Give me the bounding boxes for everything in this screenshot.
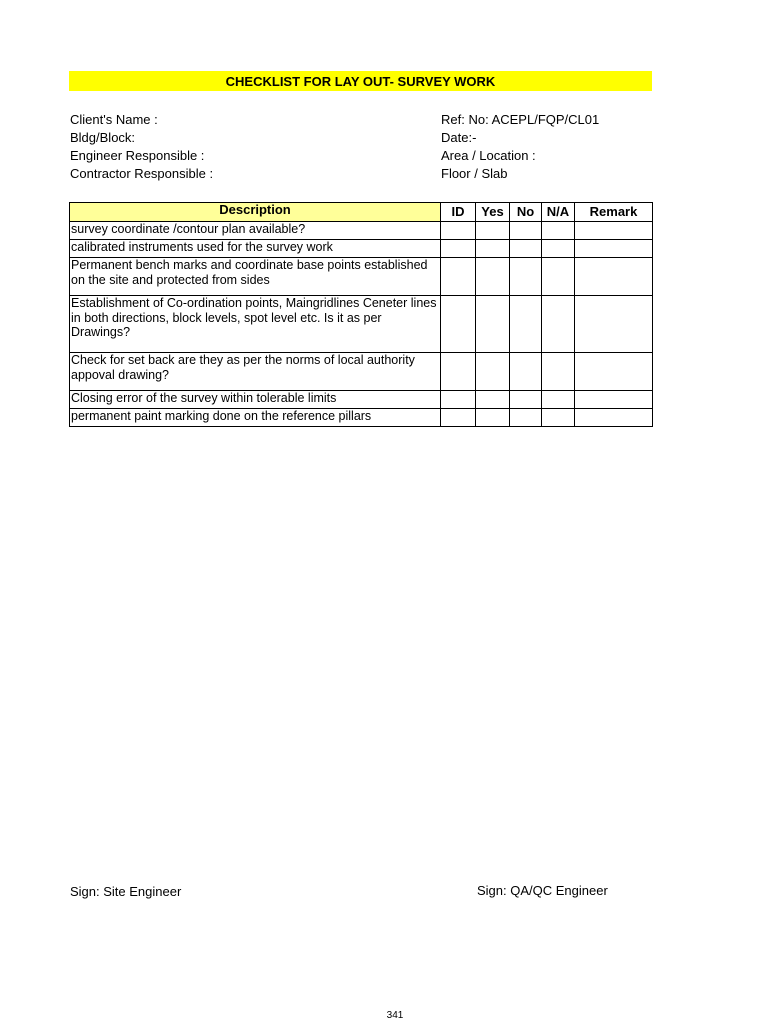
no-cell[interactable] [510,222,542,240]
ref-no-label: Ref: No: ACEPL/FQP/CL01 [441,112,600,127]
header-no: No [510,203,542,222]
yes-cell[interactable] [476,391,510,409]
header-na: N/A [542,203,575,222]
no-cell[interactable] [510,353,542,391]
no-cell[interactable] [510,296,542,353]
area-location-label: Area / Location : [441,148,536,163]
yes-cell[interactable] [476,258,510,296]
remark-cell[interactable] [575,296,653,353]
header-description: Description [70,203,441,222]
na-cell[interactable] [542,391,575,409]
row-description: permanent paint marking done on the reference pillars [70,409,441,427]
no-cell[interactable] [510,391,542,409]
checklist-table [69,202,653,427]
engineer-responsible-label: Engineer Responsible : [70,148,205,163]
table-row [70,222,653,240]
table-row [70,296,653,353]
no-cell[interactable] [510,409,542,427]
row-description: Check for set back are they as per the norms of local authority appoval drawing? [70,353,441,391]
na-cell[interactable] [542,353,575,391]
table-row [70,353,653,391]
floor-slab-label: Floor / Slab [441,166,508,181]
document-title: CHECKLIST FOR LAY OUT- SURVEY WORK [69,71,652,91]
remark-cell[interactable] [575,353,653,391]
yes-cell[interactable] [476,296,510,353]
id-cell[interactable] [441,258,476,296]
bldg-block-label: Bldg/Block: [70,130,136,145]
page-number: 341 [386,1010,404,1021]
no-cell[interactable] [510,258,542,296]
row-description: calibrated instruments used for the survey work [70,240,441,258]
client-name-label: Client's Name : [70,112,158,127]
table-row [70,391,653,409]
row-description: Closing error of the survey within tolerable limits [70,391,441,409]
yes-cell[interactable] [476,353,510,391]
row-description: Establishment of Co-ordination points, Maingridlines Ceneter lines in both directions, block levels, spot level etc. Is it as per Drawings? [70,296,441,353]
na-cell[interactable] [542,258,575,296]
date-label: Date:- [441,130,477,145]
no-cell[interactable] [510,240,542,258]
id-cell[interactable] [441,391,476,409]
row-description: Permanent bench marks and coordinate base points established on the site and protected from sides [70,258,441,296]
remark-cell[interactable] [575,240,653,258]
table-header-row [70,203,653,222]
yes-cell[interactable] [476,222,510,240]
na-cell[interactable] [542,296,575,353]
header-yes: Yes [476,203,510,222]
na-cell[interactable] [542,240,575,258]
header-id: ID [441,203,476,222]
id-cell[interactable] [441,296,476,353]
id-cell[interactable] [441,222,476,240]
contractor-responsible-label: Contractor Responsible : [70,166,214,181]
sign-site-engineer: Sign: Site Engineer [70,884,182,899]
na-cell[interactable] [542,409,575,427]
yes-cell[interactable] [476,409,510,427]
table-row [70,409,653,427]
row-description: survey coordinate /contour plan available? [70,222,441,240]
yes-cell[interactable] [476,240,510,258]
remark-cell[interactable] [575,391,653,409]
remark-cell[interactable] [575,222,653,240]
info-right-block [441,111,599,183]
table-row [70,240,653,258]
header-remark: Remark [575,203,653,222]
id-cell[interactable] [441,240,476,258]
sign-qaqc-engineer: Sign: QA/QC Engineer [477,883,608,898]
remark-cell[interactable] [575,409,653,427]
id-cell[interactable] [441,353,476,391]
remark-cell[interactable] [575,258,653,296]
table-row [70,258,653,296]
info-left-block [70,111,213,183]
id-cell[interactable] [441,409,476,427]
na-cell[interactable] [542,222,575,240]
